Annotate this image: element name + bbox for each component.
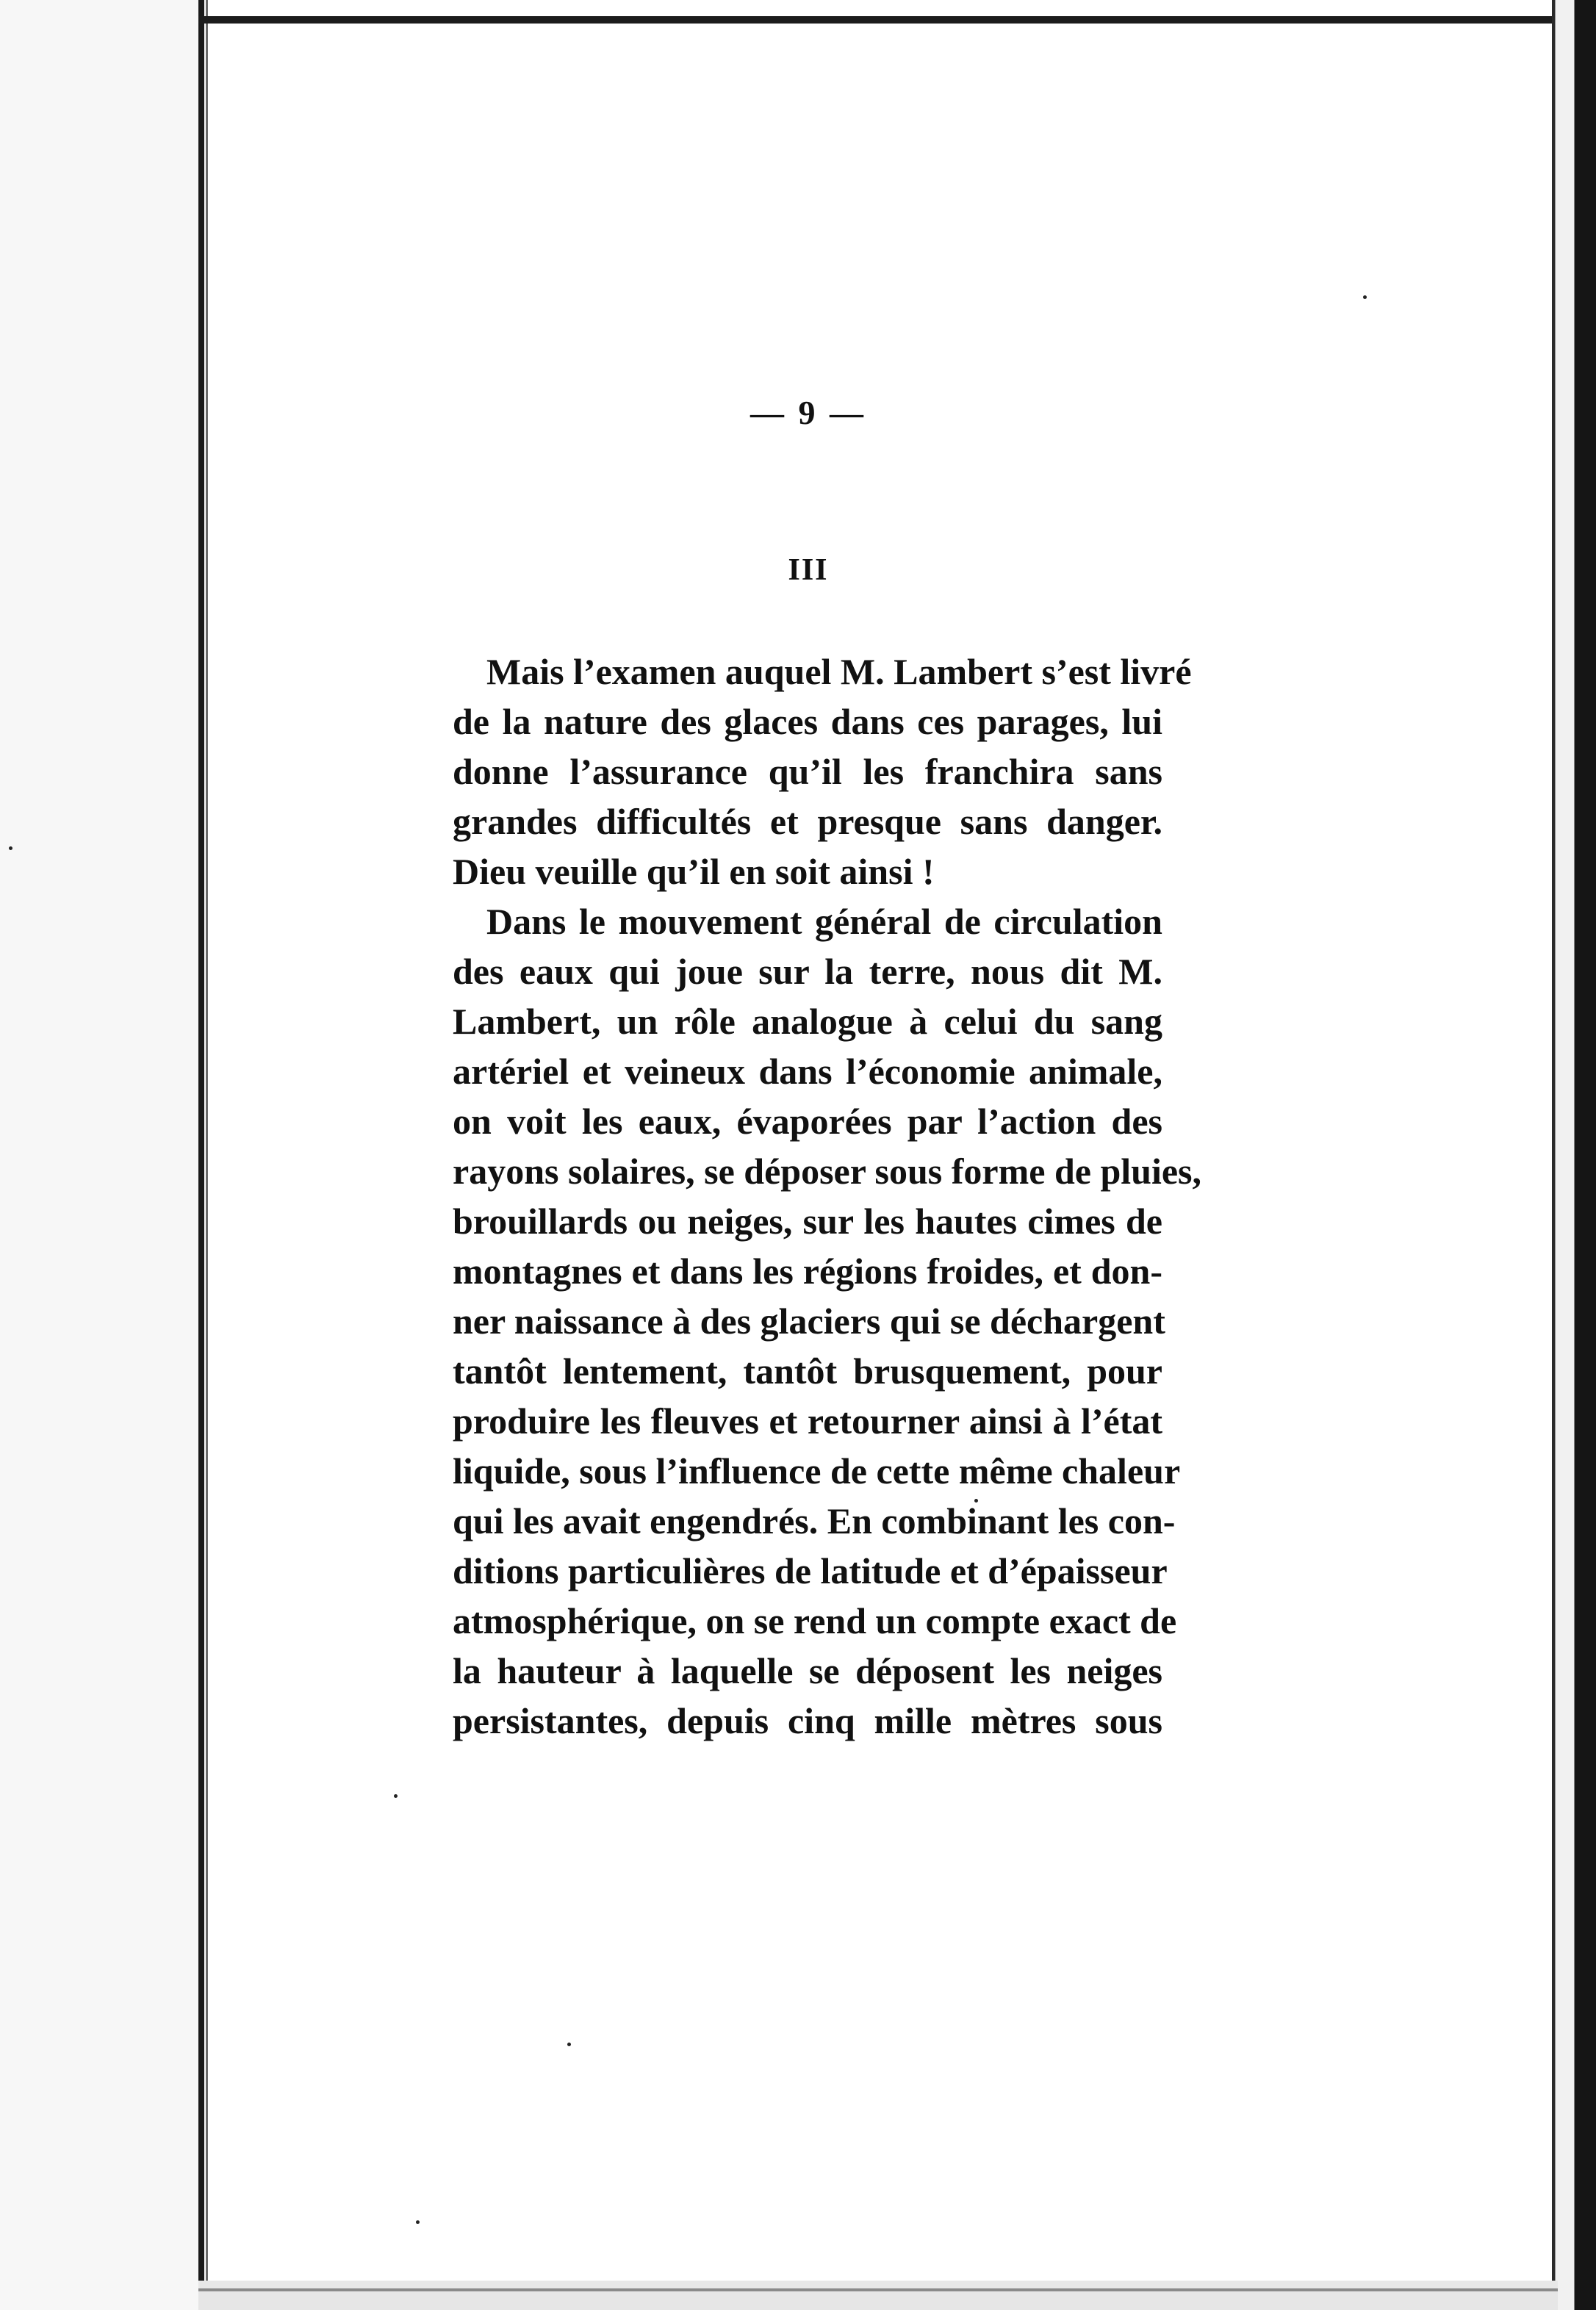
- text-line: des eaux qui joue sur la terre, nous dit M.: [453, 951, 1162, 992]
- text-line: atmosphérique, on se rend un compte exact de: [453, 1600, 1177, 1641]
- text-line: Dieu veuille qu’il en soit ainsi !: [453, 851, 935, 892]
- text-line: donne l’assurance qu’il les franchira sans: [453, 751, 1162, 792]
- text-line: artériel et veineux dans l’économie animale,: [453, 1051, 1162, 1092]
- page-top-edge: [198, 16, 1580, 24]
- scan-speck: [1363, 295, 1367, 299]
- text-line: ner naissance à des glaciers qui se déchargent: [453, 1300, 1165, 1342]
- scan-speck: [394, 1794, 398, 1798]
- text-line: produire les fleuves et retourner ainsi à l’état: [453, 1400, 1162, 1442]
- text-line: Dans le mouvement général de circulation: [486, 901, 1162, 942]
- text-line: on voit les eaux, évaporées par l’action des: [453, 1101, 1162, 1142]
- text-line: Lambert, un rôle analogue à celui du sang: [453, 1001, 1162, 1042]
- body-text: [453, 647, 1201, 1746]
- text-line: grandes difficultés et presque sans danger.: [453, 801, 1162, 842]
- page-right-edge: [1552, 0, 1596, 2310]
- text-line: liquide, sous l’influence de cette même chaleur: [453, 1450, 1181, 1492]
- text-line: tantôt lentement, tantôt brusquement, pour: [453, 1350, 1162, 1392]
- text-line: persistantes, depuis cinq mille mètres sous: [453, 1700, 1162, 1741]
- text-line: rayons solaires, se déposer sous forme de pluies,: [453, 1151, 1201, 1192]
- scan-speck: [9, 846, 12, 850]
- page-number: — 9 —: [750, 394, 866, 431]
- text-line: montagnes et dans les régions froides, et don-: [453, 1251, 1162, 1292]
- page-bottom-edge: [198, 2281, 1558, 2310]
- facing-page-edge: [0, 0, 198, 2310]
- page-gutter-shadow: [198, 0, 204, 2310]
- text-line: qui les avait engendrés. En combinant les con-: [453, 1500, 1176, 1541]
- scan-speck: [567, 2043, 571, 2046]
- text-line: la hauteur à laquelle se déposent les neiges: [453, 1650, 1162, 1691]
- text-line: Mais l’examen auquel M. Lambert s’est livré: [486, 651, 1192, 692]
- text-line: brouillards ou neiges, sur les hautes cimes de: [453, 1201, 1162, 1242]
- text-line: de la nature des glaces dans ces parages, lui: [453, 701, 1162, 742]
- section-heading: III: [788, 553, 829, 587]
- page-gutter-line: [206, 0, 208, 2310]
- text-line: ditions particulières de latitude et d’épaisseur: [453, 1550, 1168, 1591]
- scan-speck: [416, 2220, 420, 2224]
